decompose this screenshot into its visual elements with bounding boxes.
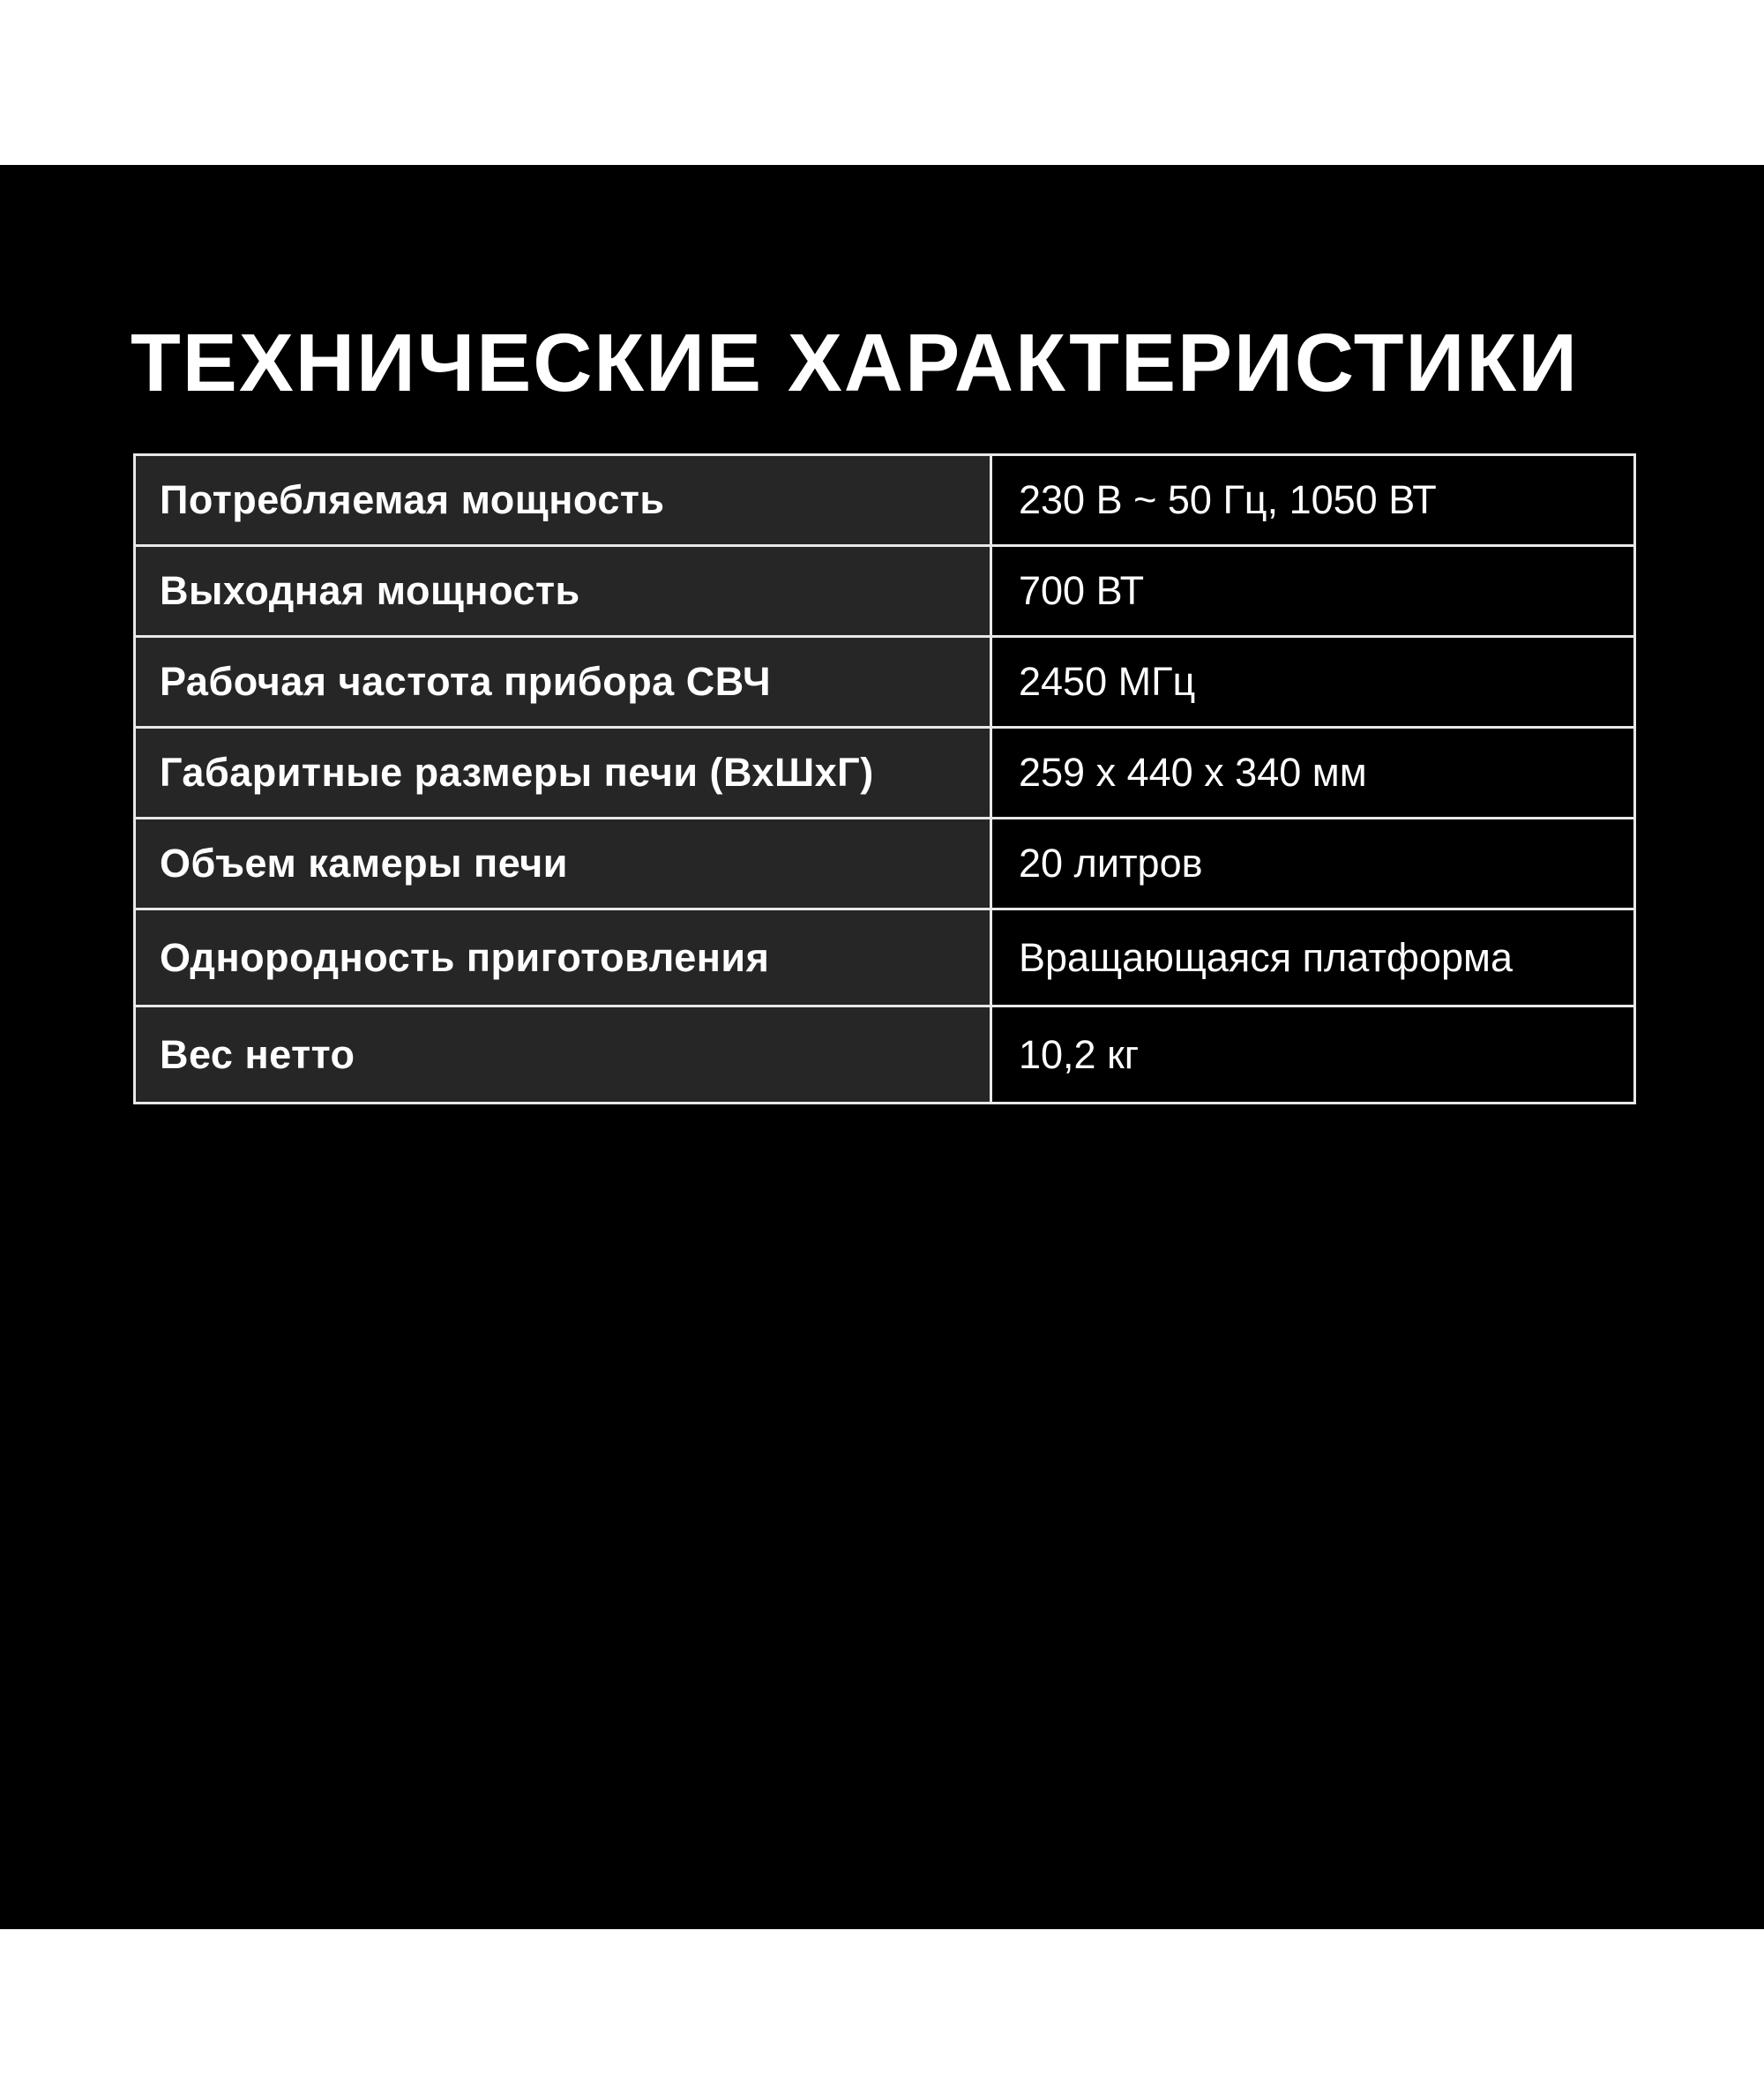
spec-label: Габаритные размеры печи (ВхШхГ) — [135, 728, 991, 819]
spec-value: Вращающаяся платформа — [991, 909, 1635, 1006]
table-row — [135, 1006, 1635, 1104]
spec-value: 20 литров — [991, 819, 1635, 909]
spec-label: Рабочая частота прибора СВЧ — [135, 637, 991, 728]
spec-value: 10,2 кг — [991, 1006, 1635, 1104]
table-row — [135, 455, 1635, 546]
table-row — [135, 909, 1635, 1006]
spec-label: Однородность приготовления — [135, 909, 991, 1006]
table-row — [135, 637, 1635, 728]
page-title: ТЕХНИЧЕСКИЕ ХАРАКТЕРИСТИКИ — [131, 317, 1579, 408]
table-row — [135, 546, 1635, 637]
table-row — [135, 728, 1635, 819]
spec-value: 700 ВТ — [991, 546, 1635, 637]
spec-value: 259 х 440 х 340 мм — [991, 728, 1635, 819]
spec-label: Объем камеры печи — [135, 819, 991, 909]
spec-label: Потребляемая мощность — [135, 455, 991, 546]
spec-label: Вес нетто — [135, 1006, 991, 1104]
spec-label: Выходная мощность — [135, 546, 991, 637]
table-row — [135, 819, 1635, 909]
spec-value: 2450 МГц — [991, 637, 1635, 728]
spec-value: 230 В ~ 50 Гц, 1050 ВТ — [991, 455, 1635, 546]
spec-table — [133, 453, 1636, 1104]
